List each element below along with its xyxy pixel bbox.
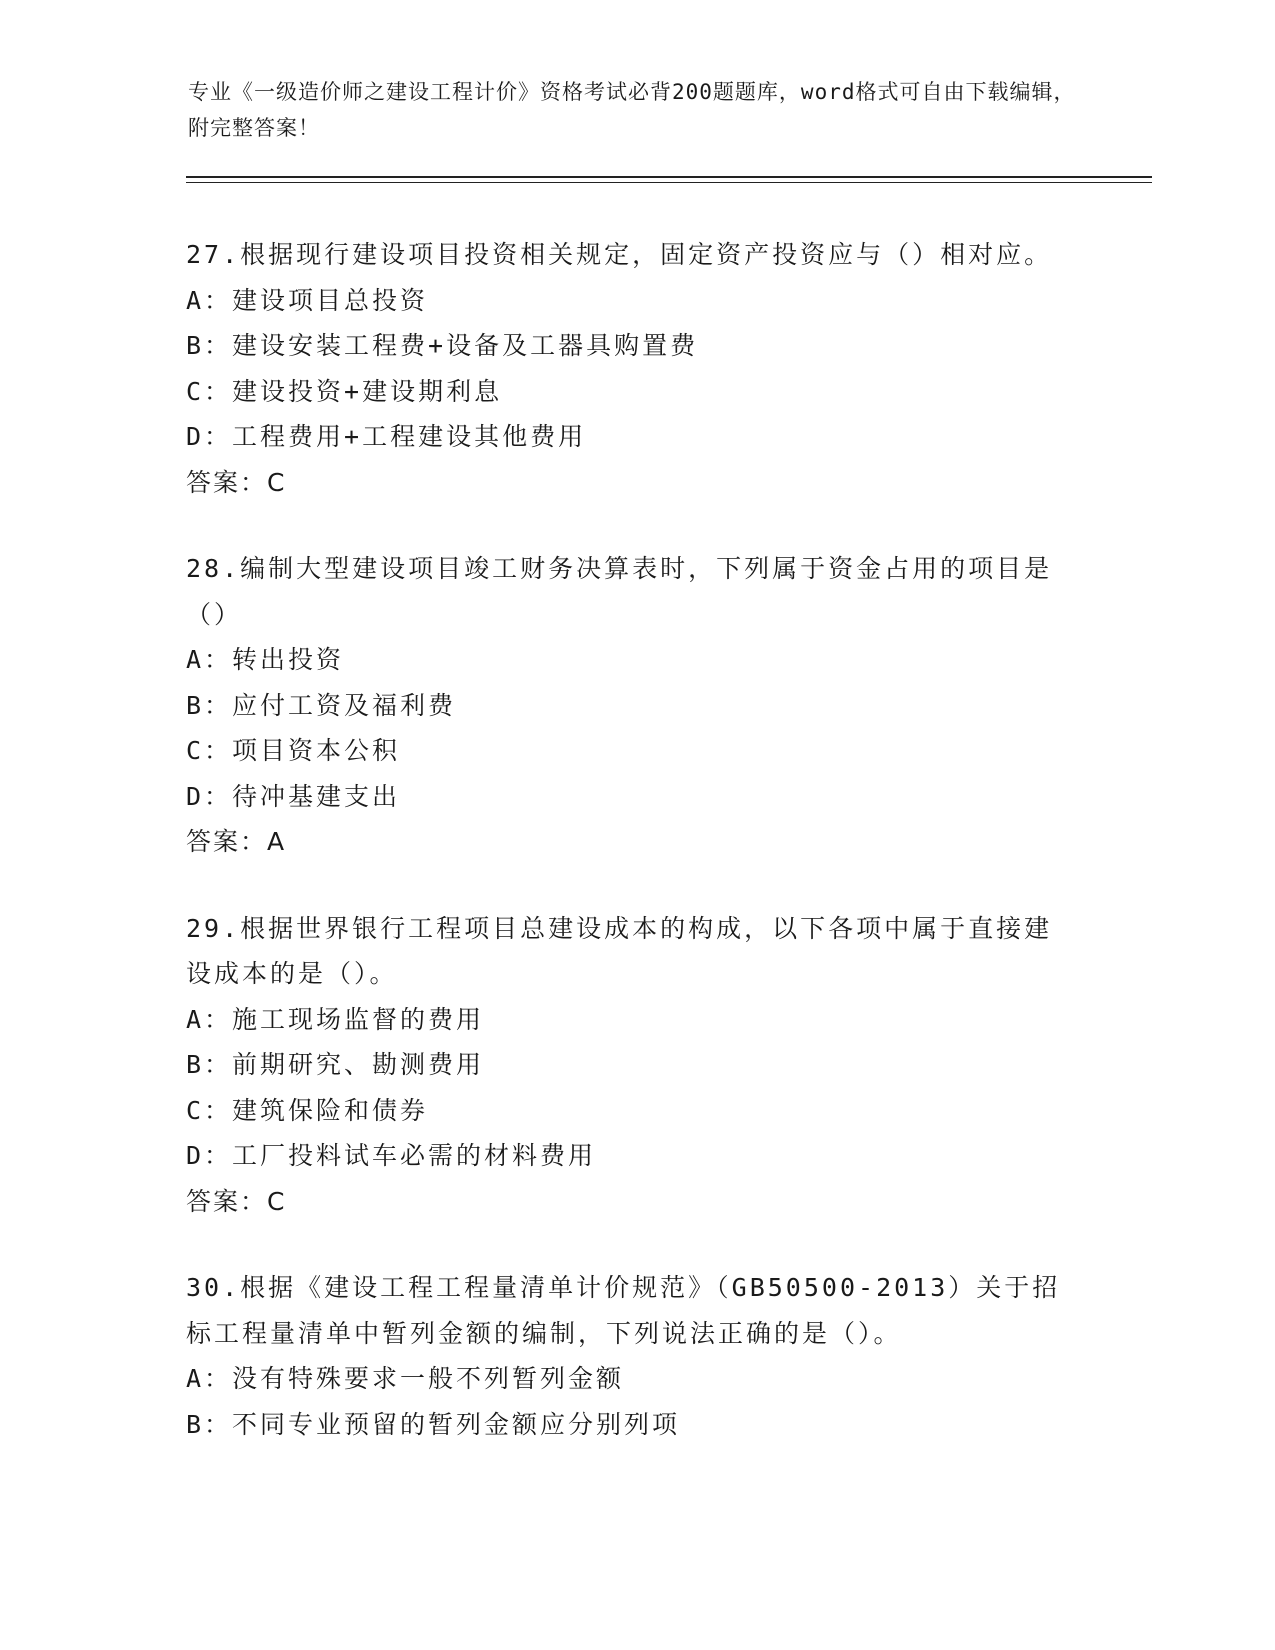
option-d: D：工程费用+工程建设其他费用 (186, 422, 587, 451)
question-stem: 29.根据世界银行工程项目总建设成本的构成，以下各项中属于直接建设成本的是（）。 (186, 913, 1053, 988)
option-d: D：工厂投料试车必需的材料费用 (186, 1141, 597, 1170)
option-c: C：项目资本公积 (186, 736, 401, 765)
answer-text: 答案：C (186, 467, 287, 497)
option-a: A：施工现场监督的费用 (186, 1004, 485, 1034)
option-a: A：没有特殊要求一般不列暂列金额 (186, 1364, 625, 1393)
option-b: B：应付工资及福利费 (186, 690, 457, 720)
question-list (186, 232, 1086, 1488)
answer-text: 答案：A (186, 827, 287, 856)
question-27 (186, 232, 1086, 505)
document-header: 专业《一级造价师之建设工程计价》资格考试必背200题题库，word格式可自由下载编辑，附完整答案！ (188, 80, 1076, 140)
option-a: A：转出投资 (186, 645, 345, 674)
answer-text: 答案：C (186, 1186, 287, 1216)
header-divider-thin (186, 182, 1152, 183)
option-b: B：建设安装工程费+设备及工器具购置费 (186, 331, 699, 360)
question-30 (186, 1265, 1086, 1447)
question-stem: 27.根据现行建设项目投资相关规定，固定资产投资应与（）相对应。 (186, 240, 1053, 269)
question-28 (186, 546, 1086, 865)
question-29 (186, 906, 1086, 1225)
option-c: C：建筑保险和债券 (186, 1095, 429, 1125)
option-c: C：建设投资+建设期利息 (186, 376, 503, 406)
header-divider-thick (186, 176, 1152, 178)
option-a: A：建设项目总投资 (186, 285, 429, 315)
question-stem: 28.编制大型建设项目竣工财务决算表时，下列属于资金占用的项目是（） (186, 554, 1053, 629)
question-stem: 30.根据《建设工程工程量清单计价规范》（GB50500-2013）关于招标工程量清单中暂列金额的编制，下列说法正确的是（）。 (186, 1273, 1061, 1348)
option-d: D：待冲基建支出 (186, 781, 401, 811)
option-b: B：前期研究、勘测费用 (186, 1050, 485, 1079)
option-b: B：不同专业预留的暂列金额应分别列项 (186, 1409, 681, 1439)
